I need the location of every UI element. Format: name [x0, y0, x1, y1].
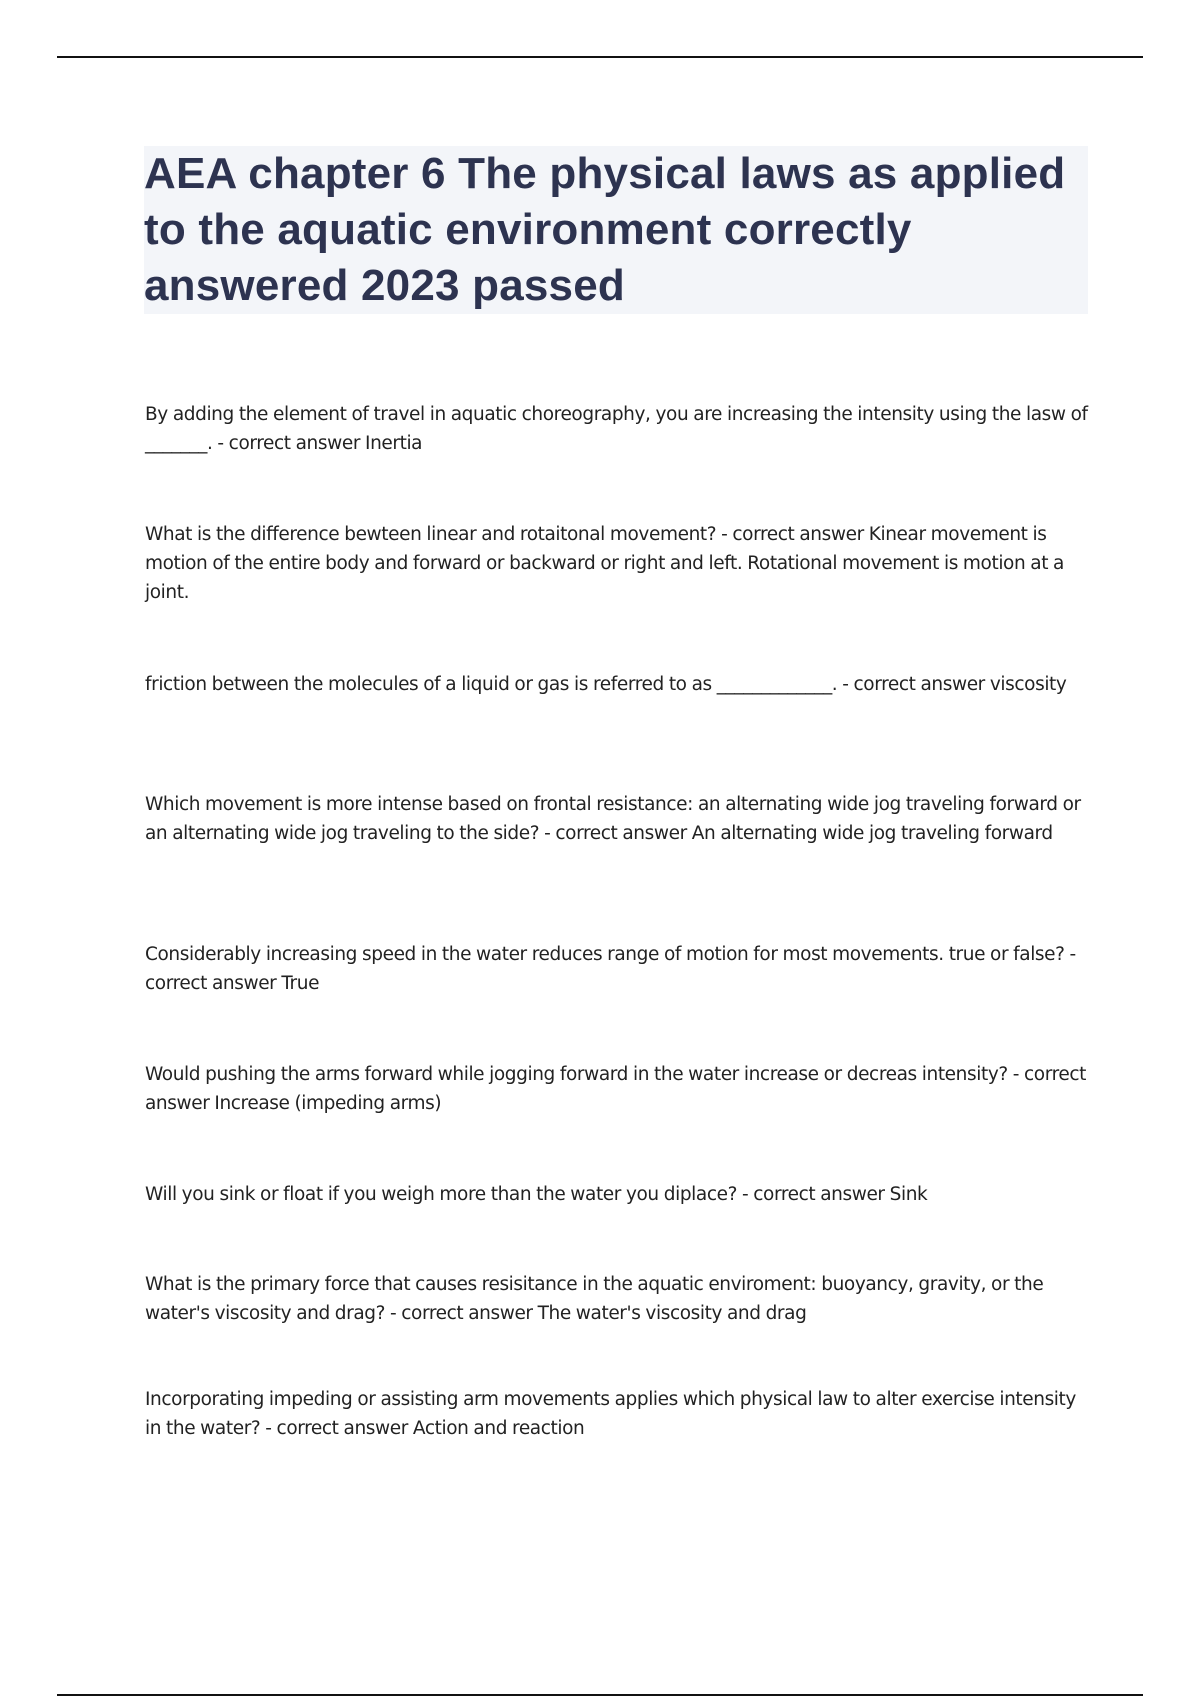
qa-item-8: What is the primary force that causes resisitance in the aquatic enviroment: buoyancy, gravity, or the water's viscosity and drag? - correct answer The water's viscosity and drag [145, 1274, 1044, 1324]
qa-item-7: Will you sink or float if you weigh more than the water you diplace? - correct answer Sink [145, 1184, 928, 1205]
qa-item-4: Which movement is more intense based on frontal resistance: an alternating wide jog traveling forward or an alternating wide jog traveling to the side? - correct answer An alternating wide jog traveling forward [145, 794, 1081, 844]
qa-item-9: Incorporating impeding or assisting arm movements applies which physical law to alter exercise intensity in the water? - correct answer Action and reaction [145, 1389, 1076, 1439]
top-rule [57, 56, 1143, 58]
qa-item-1: By adding the element of travel in aquatic choreography, you are increasing the intensity using the lasw of _______. - correct answer Inertia [145, 404, 1088, 454]
title-block [144, 146, 1088, 314]
document-title: AEA chapter 6 The physical laws as applied to the aquatic environment correctly answered 2023 passed [144, 149, 1066, 310]
qa-item-6: Would pushing the arms forward while jogging forward in the water increase or decreas intensity? - correct answer Increase (impeding arms) [145, 1064, 1086, 1114]
qa-item-5: Considerably increasing speed in the water reduces range of motion for most movements. true or false? - correct answer True [145, 944, 1076, 994]
bottom-rule [57, 1694, 1143, 1696]
qa-item-2: What is the difference bewteen linear and rotaitonal movement? - correct answer Kinear movement is motion of the entire body and forward or backward or right and left. Rotational movement is motion at a joint. [145, 524, 1064, 603]
qa-item-3: friction between the molecules of a liquid or gas is referred to as _____________. - correct answer viscosity [145, 674, 1067, 695]
